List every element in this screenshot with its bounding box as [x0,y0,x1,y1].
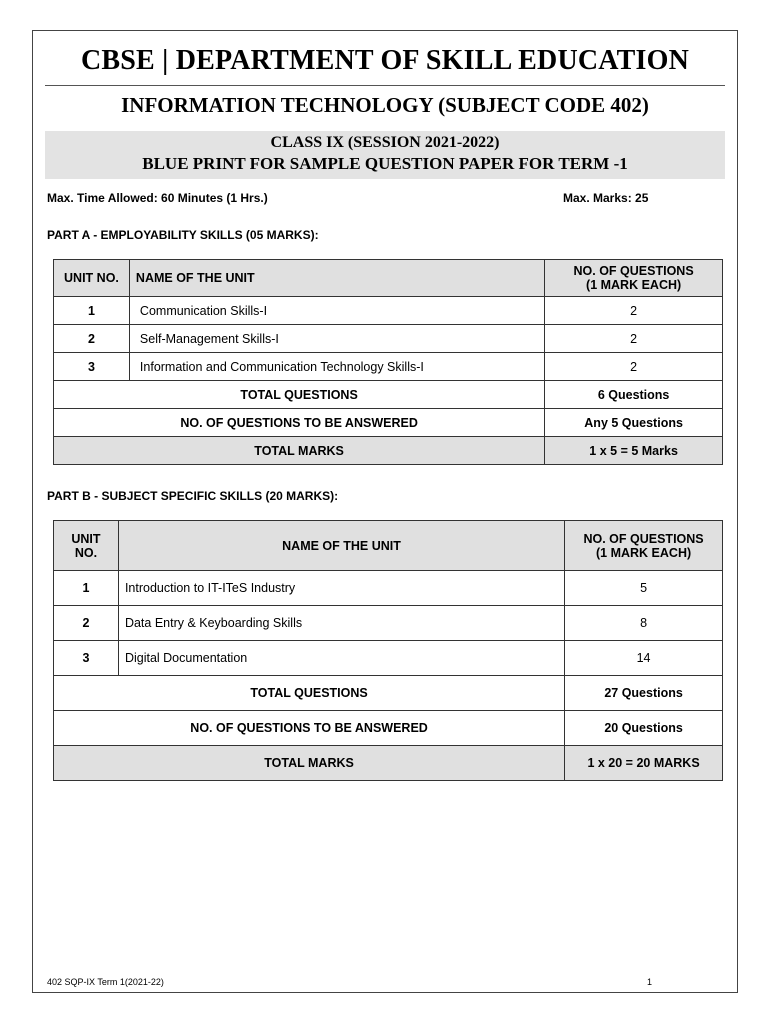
question-count: 5 [565,571,723,606]
unit-number: 3 [54,641,119,676]
unit-name: Introduction to IT-ITeS Industry [118,571,564,606]
total-marks-label: TOTAL MARKS [54,437,545,465]
unit-name: Digital Documentation [118,641,564,676]
unit-number: 1 [54,571,119,606]
unit-name: Communication Skills-I [129,297,544,325]
col-header-unit [54,521,119,571]
answered-label: NO. OF QUESTIONS TO BE ANSWERED [54,711,565,746]
total-questions-row [54,381,723,409]
title-divider [45,85,725,86]
unit-name: Data Entry & Keyboarding Skills [118,606,564,641]
answered-value: Any 5 Questions [545,409,723,437]
table-row [54,353,723,381]
total-questions-row [54,676,723,711]
part-b-table [53,520,723,781]
question-count: 2 [545,325,723,353]
col-header-questions-line1: NO. OF QUESTIONS [573,264,694,278]
part-a-table [53,259,723,465]
part-b-heading: PART B - SUBJECT SPECIFIC SKILLS (20 MARKS): [47,489,339,503]
col-header-questions-line2: (1 MARK EACH) [596,545,692,560]
answered-row [54,409,723,437]
part-a-heading: PART A - EMPLOYABILITY SKILLS (05 MARKS): [47,228,319,242]
total-marks-label: TOTAL MARKS [54,746,565,781]
total-marks-row [54,437,723,465]
col-header-unit: UNIT NO. [54,260,130,297]
subject-title: INFORMATION TECHNOLOGY (SUBJECT CODE 402) [121,93,649,117]
col-header-questions-line2: (1 MARK EACH) [586,278,682,292]
question-count: 2 [545,353,723,381]
total-questions-value: 6 Questions [545,381,723,409]
document-title: CBSE | DEPARTMENT OF SKILL EDUCATION [80,45,689,76]
col-header-questions [565,521,723,571]
col-header-name: NAME OF THE UNIT [129,260,544,297]
exam-meta [47,191,737,205]
footer-page-number: 1 [647,977,653,987]
blueprint-line: BLUE PRINT FOR SAMPLE QUESTION PAPER FOR TERM -1 [142,154,628,173]
max-marks: Max. Marks: 25 [563,191,649,205]
table-row [54,641,723,676]
col-header-questions [545,260,723,297]
question-count: 2 [545,297,723,325]
col-header-name: NAME OF THE UNIT [118,521,564,571]
total-questions-value: 27 Questions [565,676,723,711]
unit-number: 3 [54,353,130,381]
col-header-unit-line1: UNIT [71,531,101,546]
table-row [54,606,723,641]
total-questions-label: TOTAL QUESTIONS [54,381,545,409]
document-page [32,30,738,993]
answered-value: 20 Questions [565,711,723,746]
answered-label: NO. OF QUESTIONS TO BE ANSWERED [54,409,545,437]
question-count: 14 [565,641,723,676]
class-banner [45,131,725,179]
class-line: CLASS IX (SESSION 2021-2022) [270,134,500,151]
table-header-row [54,260,723,297]
unit-name: Self-Management Skills-I [129,325,544,353]
answered-row [54,711,723,746]
total-marks-value: 1 x 20 = 20 MARKS [565,746,723,781]
question-count: 8 [565,606,723,641]
total-marks-row [54,746,723,781]
total-questions-label: TOTAL QUESTIONS [54,676,565,711]
table-header-row [54,521,723,571]
table-row [54,325,723,353]
total-marks-value: 1 x 5 = 5 Marks [545,437,723,465]
col-header-questions-line1: NO. OF QUESTIONS [583,531,704,546]
col-header-unit-line2: NO. [74,545,98,560]
time-allowed: Max. Time Allowed: 60 Minutes (1 Hrs.) [47,191,268,205]
unit-number: 2 [54,606,119,641]
unit-number: 1 [54,297,130,325]
table-row [54,297,723,325]
unit-name: Information and Communication Technology Skills-I [129,353,544,381]
unit-number: 2 [54,325,130,353]
footer-doc-code: 402 SQP-IX Term 1(2021-22) [47,977,164,987]
table-row [54,571,723,606]
